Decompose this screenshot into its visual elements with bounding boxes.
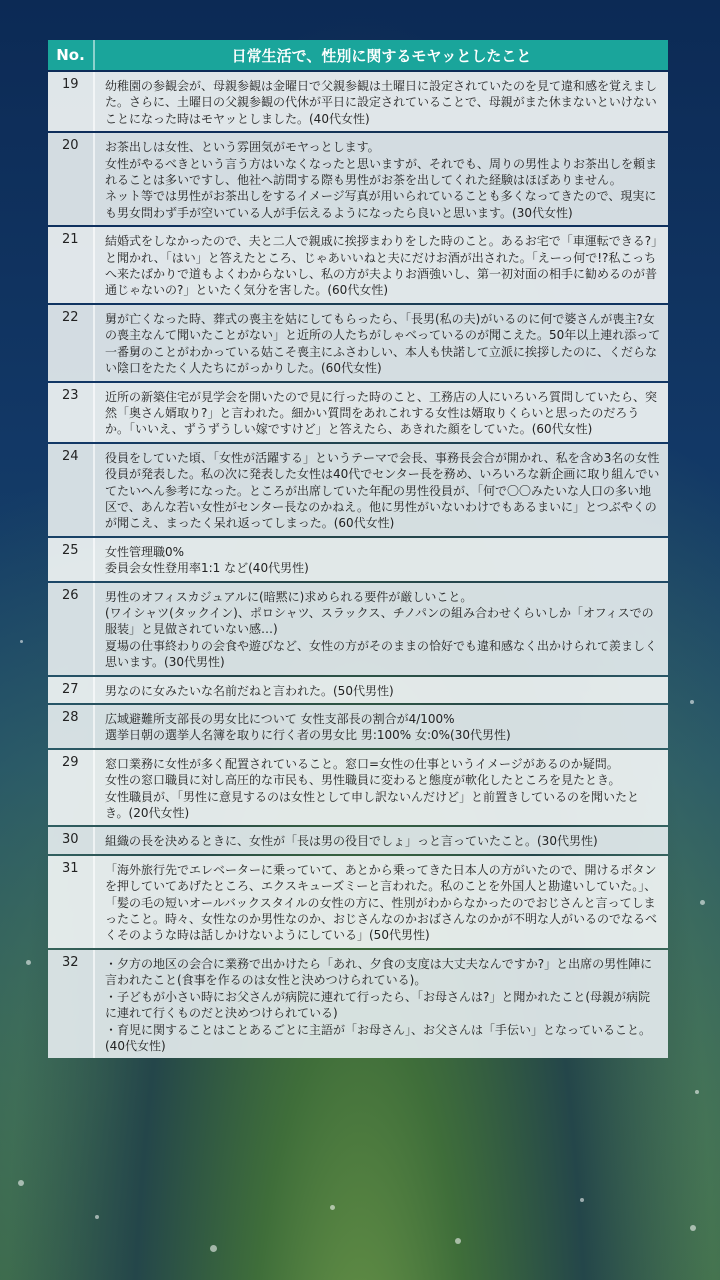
comment-line: 窓口業務に女性が多く配置されていること。窓口=女性の仕事というイメージがあるのか疑問。 xyxy=(105,756,619,771)
table-row xyxy=(48,72,668,131)
row-number: 26 xyxy=(48,583,95,675)
table-row xyxy=(48,705,668,748)
row-comment xyxy=(95,444,668,536)
row-number: 19 xyxy=(48,72,95,131)
comment-line: 舅が亡くなった時、葬式の喪主を姑にしてもらったら、「長男(私の夫)がいるのに何で婆さんが喪主?女の喪主なんて聞いたことがない」と近所の人たちがしゃべっているのが聞こえた。50年以上連れ添って一番舅のことがわかっている姑こそ喪主にふさわしい、本人も快諾して立派に挨拶したのに、くだらない陰口をたたく人たちにがっかりした。(60代女性) xyxy=(105,311,661,376)
table-row xyxy=(48,227,668,303)
table-row xyxy=(48,444,668,536)
comment-line: 女性職員が、「男性に意見するのは女性として申し訳ないんだけど」と前置きしているのを聞いたとき。(20代女性) xyxy=(105,789,640,821)
row-comment xyxy=(95,856,668,948)
comment-line: お茶出しは女性、という雰囲気がモヤっとします。 xyxy=(105,140,380,155)
comment-line: 夏場の仕事終わりの会食や遊びなど、女性の方がそのままの恰好でも違和感なく出かけられて羨ましく思います。(30代男性) xyxy=(105,638,658,670)
sparkle xyxy=(580,1198,584,1202)
row-number: 24 xyxy=(48,444,95,536)
row-comment xyxy=(95,677,668,703)
comment-line: 役員をしていた頃、「女性が活躍する」というテーマで会長、事務長会合が開かれ、私を含め3名の女性役員が発表した。私の次に発表した女性は40代でセンター長を務め、いろいろな新企画に取り組んでいてたいへん参考になった。ところが出席していた年配の男性役員が、「何で〇〇みたいな人口の多い地区で、あんな若い女性がセンター長なのかねえ。他に男性がいないわけでもあるまいに」とつぶやくのが聞こえ、まったく呆れ返ってしまった。(60代女性) xyxy=(105,450,660,531)
comment-line: 広域避難所支部長の男女比について 女性支部長の割合が4/100% xyxy=(105,712,455,726)
table-row xyxy=(48,827,668,853)
comment-line: 委員会女性登用率1:1 など(40代男性) xyxy=(105,561,309,576)
sparkle xyxy=(455,1238,461,1244)
comment-line: ・子どもが小さい時にお父さんが病院に連れて行ったら、「お母さんは?」と聞かれたこと(母親が病院に連れて行くものだと決めつけられている) xyxy=(105,989,651,1021)
row-number: 25 xyxy=(48,538,95,581)
sparkle xyxy=(690,1225,696,1231)
comment-line: ・育児に関することはことあるごとに主語が「お母さん」、お父さんは「手伝い」となっていること。(40代女性) xyxy=(105,1022,652,1053)
row-comment xyxy=(95,750,668,826)
row-number: 23 xyxy=(48,383,95,442)
sparkle xyxy=(26,960,31,965)
comment-line: 男性のオフィスカジュアルに(暗黙に)求められる要件が厳しいこと。 xyxy=(105,589,473,604)
header-title: 日常生活で、性別に関するモヤッとしたこと xyxy=(95,40,668,70)
row-comment xyxy=(95,827,668,853)
sparkle xyxy=(95,1215,99,1219)
row-comment xyxy=(95,133,668,225)
table-row xyxy=(48,750,668,826)
row-number: 27 xyxy=(48,677,95,703)
table-row xyxy=(48,856,668,948)
sparkle xyxy=(18,1180,24,1186)
comment-line: 男なのに女みたいな名前だねと言われた。(50代男性) xyxy=(105,683,394,698)
row-comment xyxy=(95,383,668,442)
experience-table xyxy=(48,38,668,1060)
table-row xyxy=(48,677,668,703)
comment-line: 近所の新築住宅が見学会を開いたので見に行った時のこと、工務店の人にいろいろ質問していたら、突然「奥さん婿取り?」と言われた。細かい質問をあれこれする女性は婿取りくらいと思ったのだろうか。「いいえ、ずうずうしい嫁ですけど」と答えたら、あきれた顔をしていた。(60代女性) xyxy=(105,389,658,437)
sparkle xyxy=(695,1090,699,1094)
row-number: 21 xyxy=(48,227,95,303)
row-number: 30 xyxy=(48,827,95,853)
table-row xyxy=(48,383,668,442)
comment-line: 女性の窓口職員に対し高圧的な市民も、男性職員に変わると態度が軟化したところを見たとき。 xyxy=(105,773,621,788)
comment-line: 女性管理職0% xyxy=(105,544,185,559)
sparkle xyxy=(330,1205,335,1210)
comment-line: 幼稚園の参観会が、母親参観は金曜日で父親参観は土曜日に設定されていたのを見て違和感を覚えました。さらに、土曜日の父親参観の代休が平日に設定されていることで、母親がまた休まないといけないことになった時はモヤッとしました。(40代女性) xyxy=(105,79,658,126)
row-comment xyxy=(95,227,668,303)
table-row xyxy=(48,538,668,581)
row-comment xyxy=(95,72,668,131)
header-no: No. xyxy=(48,40,95,70)
row-number: 29 xyxy=(48,750,95,826)
row-comment xyxy=(95,705,668,748)
sparkle xyxy=(690,700,694,704)
comment-line: ネット等では男性がお茶出しをするイメージ写真が用いられていることも多くなってきたので、現実にも男女問わず手が空いている人が手伝えるようになったら良いと思います。(30代女性) xyxy=(105,189,657,220)
row-number: 32 xyxy=(48,950,95,1058)
comment-line: ・夕方の地区の会合に業務で出かけたら「あれ、夕食の支度は大丈夫なんですか?」と出席の男性陣に言われたこと(食事を作るのは女性と決めつけられている)。 xyxy=(105,956,653,988)
table-row xyxy=(48,950,668,1058)
row-comment xyxy=(95,950,668,1058)
comment-line: (ワイシャツ(タックイン)、ポロシャツ、スラックス、チノパンの組み合わせくらいしか「オフィスでの服装」と見做されていない感…) xyxy=(105,605,654,637)
table-body xyxy=(48,72,668,1058)
comment-line: 組織の長を決めるときに、女性が「長は男の役目でしょ」っと言っていたこと。(30代男性) xyxy=(105,834,598,849)
sparkle xyxy=(20,640,23,643)
comment-line: 女性がやるべきという言う方はいなくなったと思いますが、それでも、周りの男性よりお茶出しを頼まれることは多いですし、他社へ訪問する際も男性がお茶を出してくれた経験はほぼありません。 xyxy=(105,156,658,188)
row-number: 28 xyxy=(48,705,95,748)
row-number: 31 xyxy=(48,856,95,948)
comment-line: 「海外旅行先でエレベーターに乗っていて、あとから乗ってきた日本人の方がいたので、開けるボタンを押していてあげたところ、エクスキューズミーと言われた。私のことを外国人と勘違いしていた。」、「髪の毛の短いオールバックスタイルの女性の方に、性別がわからなかったのでおじさんと言ってしまったこと。時々、女性なのか男性なのか、おじさんなのかおばさんなのかが不明な人がいるのでなるべくそのような時は話しかけないようにしている」(50代男性) xyxy=(105,862,658,943)
gender-moyamoya-table-sheet xyxy=(48,38,668,1060)
table-row xyxy=(48,305,668,381)
sparkle xyxy=(210,1245,217,1252)
table-row xyxy=(48,583,668,675)
table-row xyxy=(48,133,668,225)
row-number: 22 xyxy=(48,305,95,381)
row-comment xyxy=(95,305,668,381)
row-number: 20 xyxy=(48,133,95,225)
row-comment xyxy=(95,538,668,581)
sparkle xyxy=(700,900,705,905)
table-header-row xyxy=(48,40,668,70)
comment-line: 結婚式をしなかったので、夫と二人で親戚に挨拶まわりをした時のこと。あるお宅で「車運転できる?」と聞かれ、「はい」と答えたところ、じゃあいいねと夫にだけお酒が出された。「えーっ何で!?私こっちへ来たばかりで道もよくわからないし、私の方が夫よりお酒強いし、第一初対面の相手に勧めるのが普通じゃないの?」といたく気分を害した。(60代女性) xyxy=(105,234,658,298)
comment-line: 選挙日朝の選挙人名簿を取りに行く者の男女比 男:100% 女:0%(30代男性) xyxy=(105,728,511,743)
row-comment xyxy=(95,583,668,675)
